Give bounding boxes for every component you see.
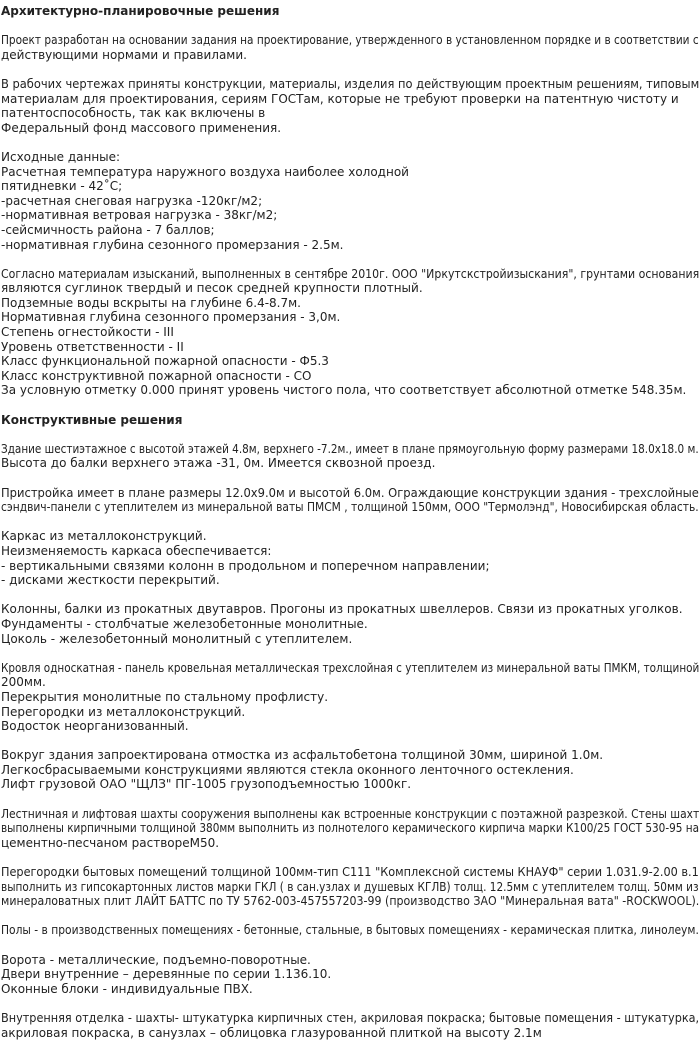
spacer bbox=[1, 62, 700, 77]
text-line: Перегородки бытовых помещений толщиной 100мм-тип С111 "Комплексной системы КНАУФ" серии 1.031.9-2.00 в.1 bbox=[1, 865, 699, 880]
text-line: Лифт грузовой ОАО "ЩЛЗ" ПГ-1005 грузоподъемностью 1000кг. bbox=[1, 777, 412, 792]
text-line: цементно-песчаном раствореМ50. bbox=[1, 835, 220, 850]
text-line: -сейсмичность района - 7 баллов; bbox=[1, 222, 215, 237]
text-line: акриловая покраска, в санузлах – облицовка глазурованной плиткой на высоту 2.1м bbox=[1, 1025, 542, 1040]
text-line: минераловатных плит ЛАЙТ БАТТС по ТУ 5762-003-457557203-99 (производство ЗАО "Минеральная вата" -ROCKWOOL). bbox=[1, 894, 700, 909]
text-line: материалам для проектирования, сериям ГОСТам, которые не требуют проверки на патентную чистоту и bbox=[1, 91, 679, 106]
text-line: Высота до балки верхнего этажа -31, 0м. Имеется сквозной проезд. bbox=[1, 456, 436, 471]
text-line: - вертикальными связями колонн в продольном и поперечном направлении; bbox=[1, 558, 490, 573]
paragraph bbox=[1, 77, 700, 135]
text-line: Внутренняя отделка - шахты- штукатурка кирпичных стен, акриловая покраска; бытовые помещения - штукатурка, bbox=[1, 1010, 700, 1025]
paragraph bbox=[1, 602, 700, 646]
paragraph bbox=[1, 529, 700, 587]
spacer bbox=[1, 734, 700, 749]
spacer bbox=[1, 427, 700, 442]
spacer bbox=[1, 252, 700, 267]
text-line: Легкосбрасываемыми конструкциями являются стекла оконного ленточного остекления. bbox=[1, 762, 574, 777]
spacer bbox=[1, 19, 700, 34]
text-line: Пристройка имеет в плане размеры 12.0х9.0м и высотой 6.0м. Ограждающие конструкции здания - трехслойные bbox=[1, 485, 699, 500]
text-line: Перегородки из металлоконструкций. bbox=[1, 704, 246, 719]
text-line: - дисками жесткости перекрытий. bbox=[1, 573, 220, 588]
paragraph bbox=[1, 1011, 700, 1040]
text-line: Цоколь - железобетонный монолитный с утеплителем. bbox=[1, 631, 353, 646]
text-line: Расчетная температура наружного воздуха наиболее холодной bbox=[1, 164, 409, 179]
text-line: Федеральный фонд массового применения. bbox=[1, 120, 282, 135]
spacer bbox=[1, 588, 700, 603]
text-line: выполнить из гипсокартонных листов марки ГКЛ ( в сан.узлах и душевых КГЛВ) толщ. 12.5мм с утеплителем толщ. 50мм из bbox=[1, 879, 699, 894]
text-line: Нормативная глубина сезонного промерзания - 3,0м. bbox=[1, 310, 341, 325]
text-line: В рабочих чертежах приняты конструкции, материалы, изделия по действующим проектным решениям, типовым bbox=[1, 76, 700, 91]
paragraph bbox=[1, 33, 700, 62]
text-line: Исходные данные: bbox=[1, 149, 121, 164]
text-line: Неизменяемость каркаса обеспечивается: bbox=[1, 543, 272, 558]
text-line: Ворота - металлические, подъемно-поворотные. bbox=[1, 952, 311, 967]
text-line: Вокруг здания запроектирована отмостка из асфальтобетона толщиной 30мм, шириной 1.0м. bbox=[1, 748, 604, 763]
text-line: За условную отметку 0.000 принят уровень чистого пола, что соответствует абсолютной отметке 548.35м. bbox=[1, 383, 687, 398]
spacer bbox=[1, 996, 700, 1011]
paragraph bbox=[1, 486, 700, 515]
spacer bbox=[1, 646, 700, 661]
paragraph bbox=[1, 150, 700, 252]
spacer bbox=[1, 471, 700, 486]
text-line: Класс функциональной пожарной опасности - Ф5.3 bbox=[1, 354, 329, 369]
text-line: патентоспособность, так как включены в bbox=[1, 106, 266, 121]
text-line: Кровля односкатная - панель кровельная металлическая трехслойная с утеплителем из минеральной ваты ПМКМ, толщиной bbox=[1, 660, 700, 675]
text-line: Подземные воды вскрыты на глубине 6.4-8.7м. bbox=[1, 295, 301, 310]
text-line: Здание шестиэтажное с высотой этажей 4.8м, верхнего -7.2м., имеет в плане прямоугольную форму размерами 18.0х18.0 м. bbox=[1, 441, 699, 456]
text-line: Колонны, балки из прокатных двутавров. Прогоны из прокатных швеллеров. Связи из прокатных уголков. bbox=[1, 602, 683, 617]
text-line: Водосток неорганизованный. bbox=[1, 719, 189, 734]
text-line: пятидневки - 42˚С; bbox=[1, 179, 123, 194]
spacer bbox=[1, 909, 700, 924]
section-title: Конструктивные решения bbox=[1, 412, 183, 427]
section-title: Архитектурно-планировочные решения bbox=[1, 4, 280, 18]
paragraph bbox=[1, 923, 700, 938]
text-line: Степень огнестойкости - III bbox=[1, 325, 174, 340]
text-line: Проект разработан на основании задания на проектирование, утвержденного в установленном порядке и в соответствии с bbox=[1, 33, 699, 48]
paragraph bbox=[1, 661, 700, 734]
text-line: действующими нормами и правилами. bbox=[1, 47, 247, 62]
text-line: Каркас из металлоконструкций. bbox=[1, 529, 207, 544]
text-line: 200мм. bbox=[1, 675, 46, 690]
text-line: Перекрытия монолитные по стальному профлисту. bbox=[1, 689, 329, 704]
text-line: -нормативная глубина сезонного промерзания - 2.5м. bbox=[1, 237, 344, 252]
paragraph bbox=[1, 748, 700, 792]
spacer bbox=[1, 792, 700, 807]
spacer bbox=[1, 398, 700, 413]
text-line: выполнены кирпичными толщиной 380мм выполнить из полнотелого керамического кирпича марки К100/25 ГОСТ 530-95 на bbox=[1, 821, 700, 836]
spacer bbox=[1, 850, 700, 865]
paragraph bbox=[1, 267, 700, 398]
spacer bbox=[1, 938, 700, 953]
text-line: Уровень ответственности - II bbox=[1, 339, 184, 354]
text-line: Согласно материалам изысканий, выполненных в сентябре 2010г. ООО "Иркутскстройизыскания", грунтами основания bbox=[1, 266, 700, 281]
spacer bbox=[1, 135, 700, 150]
text-line: сэндвич-панели с утеплителем из минеральной ваты ПМСМ , толщиной 150мм, ООО "Термолэнд", Новосибирская область. bbox=[1, 500, 699, 515]
text-line: Класс конструктивной пожарной опасности - СО bbox=[1, 368, 312, 383]
paragraph bbox=[1, 865, 700, 909]
text-line: -нормативная ветровая нагрузка - 38кг/м2; bbox=[1, 208, 278, 223]
text-line: -расчетная снеговая нагрузка -120кг/м2; bbox=[1, 193, 263, 208]
text-line: являются суглинок твердый и песок средней крупности плотный. bbox=[1, 281, 423, 296]
spacer bbox=[1, 515, 700, 530]
text-line: Фундаменты - столбчатые железобетонные монолитные. bbox=[1, 616, 368, 631]
text-line: Двери внутренние – деревянные по серии 1.136.10. bbox=[1, 967, 332, 982]
text-line: Оконные блоки - индивидуальные ПВХ. bbox=[1, 981, 253, 996]
text-line: Лестничная и лифтовая шахты сооружения выполнены как встроенные конструкции с поэтажной разрезкой. Стены шахт bbox=[1, 806, 700, 821]
paragraph bbox=[1, 953, 700, 997]
paragraph bbox=[1, 442, 700, 471]
paragraph bbox=[1, 807, 700, 851]
text-line: Полы - в производственных помещениях - бетонные, стальные, в бытовых помещениях - керамическая плитка, линолеум. bbox=[1, 923, 699, 938]
